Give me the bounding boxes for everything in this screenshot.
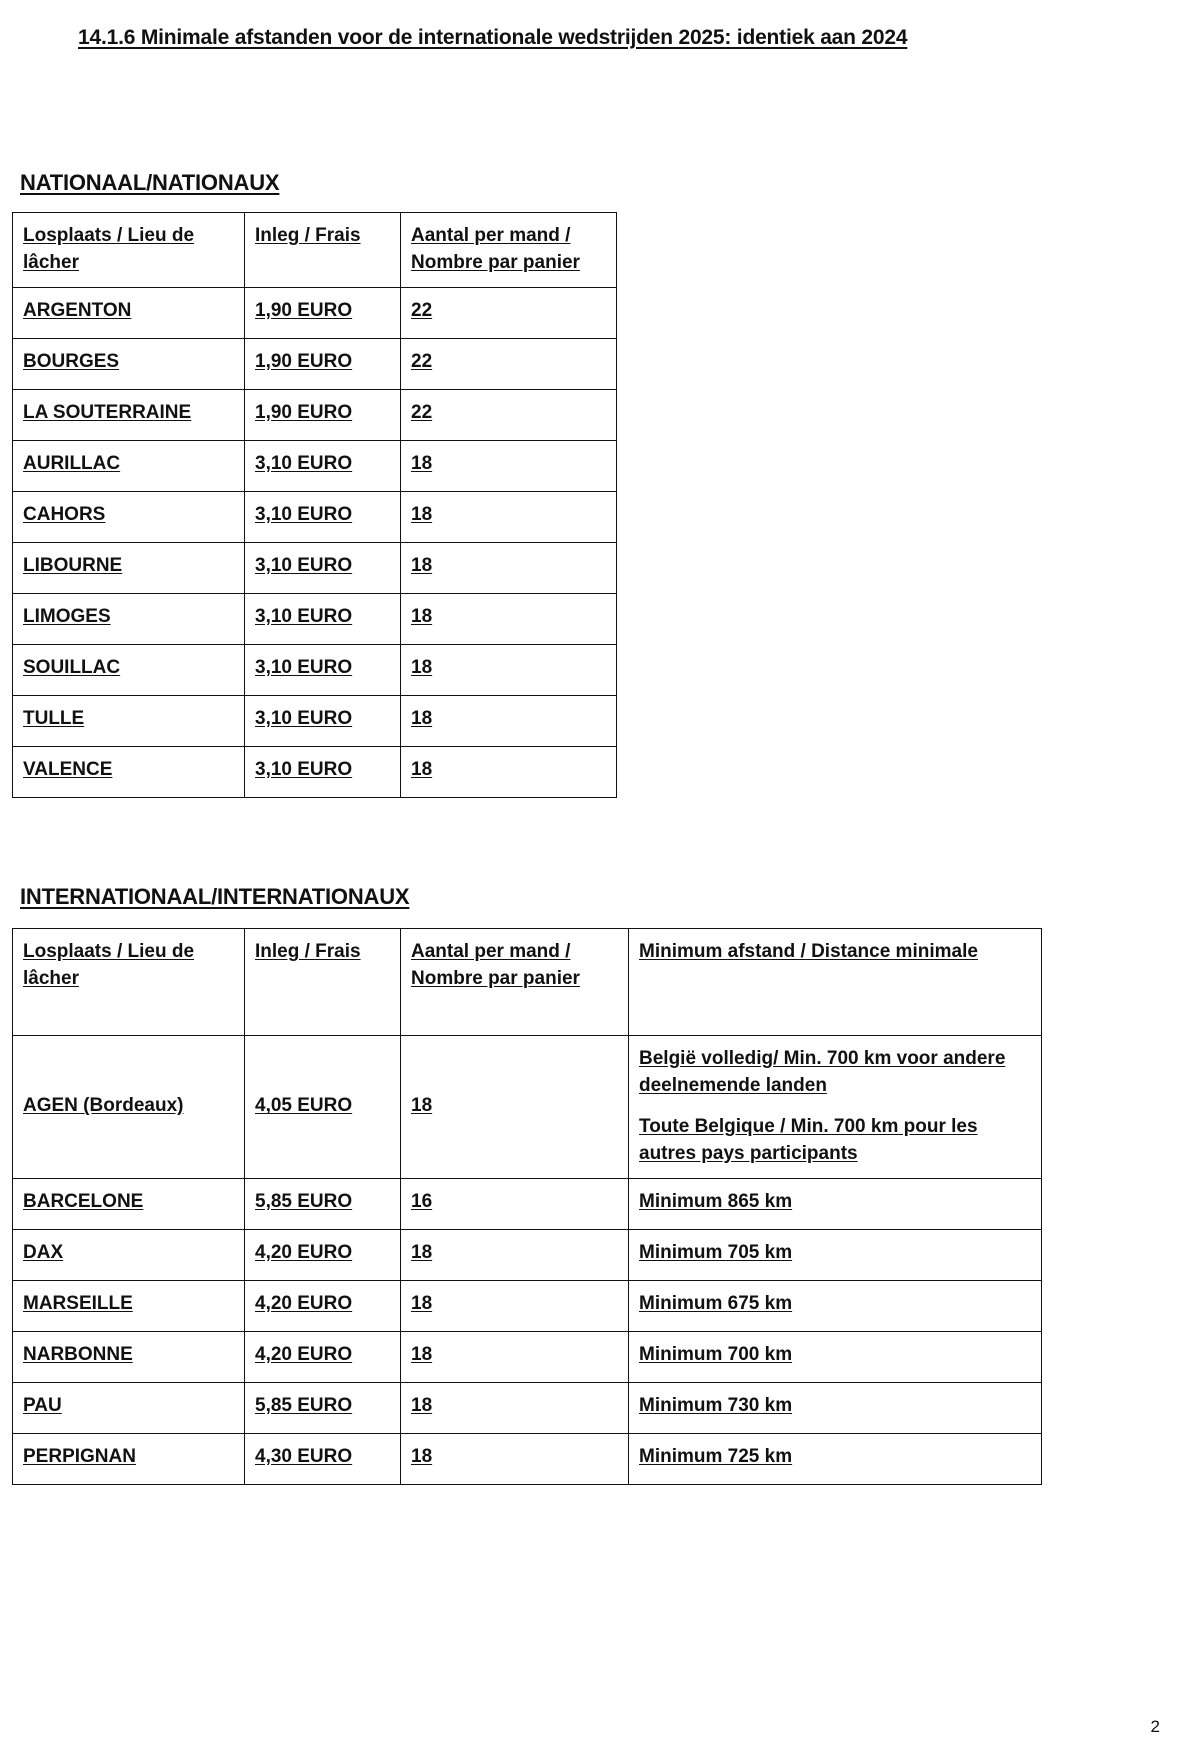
column-header-per-basket: Aantal per mand / Nombre par panier (401, 213, 617, 288)
cell-place: NARBONNE (13, 1331, 245, 1382)
cell-place: BOURGES (13, 338, 245, 389)
section-heading-national: NATIONAAL/NATIONAUX (20, 170, 280, 195)
international-table-body (13, 1036, 1042, 1485)
cell-place: AGEN (Bordeaux) (13, 1036, 245, 1179)
table-header-row (13, 929, 1042, 1036)
cell-per-basket: 18 (401, 1036, 629, 1179)
cell-per-basket: 18 (401, 644, 617, 695)
cell-min-distance (629, 1036, 1042, 1179)
cell-min-distance: Minimum 705 km (629, 1229, 1042, 1280)
cell-per-basket: 18 (401, 491, 617, 542)
cell-fee: 4,05 EURO (245, 1036, 401, 1179)
table-row (13, 1178, 1042, 1229)
national-table-body (13, 287, 617, 797)
cell-place: ARGENTON (13, 287, 245, 338)
international-table (12, 928, 1042, 1485)
cell-place: BARCELONE (13, 1178, 245, 1229)
cell-fee: 3,10 EURO (245, 746, 401, 797)
table-row (13, 644, 617, 695)
table-row (13, 1433, 1042, 1484)
table-row (13, 746, 617, 797)
cell-per-basket: 18 (401, 746, 617, 797)
cell-fee: 4,30 EURO (245, 1433, 401, 1484)
cell-place: LIBOURNE (13, 542, 245, 593)
cell-fee: 3,10 EURO (245, 644, 401, 695)
table-header-row (13, 213, 617, 288)
agen-note-spacer (639, 1100, 1033, 1114)
cell-per-basket: 22 (401, 287, 617, 338)
cell-per-basket: 22 (401, 338, 617, 389)
cell-place: LA SOUTERRAINE (13, 389, 245, 440)
cell-min-distance: Minimum 730 km (629, 1382, 1042, 1433)
cell-fee: 3,10 EURO (245, 440, 401, 491)
cell-min-distance: Minimum 725 km (629, 1433, 1042, 1484)
cell-fee: 5,85 EURO (245, 1178, 401, 1229)
section-heading-international: INTERNATIONAAL/INTERNATIONAUX (20, 884, 410, 909)
cell-place: CAHORS (13, 491, 245, 542)
cell-fee: 1,90 EURO (245, 287, 401, 338)
cell-per-basket: 18 (401, 1331, 629, 1382)
cell-place: AURILLAC (13, 440, 245, 491)
table-row-agen (13, 1036, 1042, 1179)
cell-per-basket: 16 (401, 1178, 629, 1229)
page-title: 14.1.6 Minimale afstanden voor de internationale wedstrijden 2025: identiek aan 2024 (78, 26, 908, 49)
cell-place: TULLE (13, 695, 245, 746)
agen-note-fr: Toute Belgique / Min. 700 km pour les autres pays participants (639, 1115, 978, 1164)
page-number: 2 (1150, 1717, 1160, 1736)
table-row (13, 593, 617, 644)
cell-place: VALENCE (13, 746, 245, 797)
table-row (13, 440, 617, 491)
cell-fee: 1,90 EURO (245, 389, 401, 440)
column-header-place: Losplaats / Lieu de lâcher (13, 929, 245, 1036)
national-table (12, 212, 617, 798)
cell-min-distance: Minimum 675 km (629, 1280, 1042, 1331)
cell-per-basket: 18 (401, 695, 617, 746)
cell-per-basket: 18 (401, 593, 617, 644)
cell-fee: 3,10 EURO (245, 593, 401, 644)
cell-fee: 5,85 EURO (245, 1382, 401, 1433)
cell-min-distance: Minimum 700 km (629, 1331, 1042, 1382)
cell-fee: 4,20 EURO (245, 1229, 401, 1280)
cell-min-distance: Minimum 865 km (629, 1178, 1042, 1229)
cell-place: PAU (13, 1382, 245, 1433)
table-row (13, 542, 617, 593)
table-row (13, 1229, 1042, 1280)
cell-place: PERPIGNAN (13, 1433, 245, 1484)
table-row (13, 1280, 1042, 1331)
table-row (13, 389, 617, 440)
cell-place: DAX (13, 1229, 245, 1280)
cell-place: SOUILLAC (13, 644, 245, 695)
table-row (13, 1382, 1042, 1433)
table-row (13, 287, 617, 338)
table-row (13, 1331, 1042, 1382)
cell-fee: 1,90 EURO (245, 338, 401, 389)
table-row (13, 491, 617, 542)
column-header-min-distance: Minimum afstand / Distance minimale (629, 929, 1042, 1036)
column-header-place: Losplaats / Lieu de lâcher (13, 213, 245, 288)
cell-fee: 4,20 EURO (245, 1331, 401, 1382)
cell-fee: 3,10 EURO (245, 695, 401, 746)
column-header-fee: Inleg / Frais (245, 929, 401, 1036)
cell-fee: 3,10 EURO (245, 491, 401, 542)
cell-place: LIMOGES (13, 593, 245, 644)
cell-per-basket: 18 (401, 1382, 629, 1433)
column-header-per-basket: Aantal per mand / Nombre par panier (401, 929, 629, 1036)
column-header-fee: Inleg / Frais (245, 213, 401, 288)
cell-per-basket: 18 (401, 542, 617, 593)
cell-fee: 4,20 EURO (245, 1280, 401, 1331)
cell-per-basket: 18 (401, 1280, 629, 1331)
cell-per-basket: 18 (401, 1433, 629, 1484)
agen-note-nl: België volledig/ Min. 700 km voor andere deelnemende landen (639, 1048, 1006, 1096)
table-row (13, 338, 617, 389)
cell-fee: 3,10 EURO (245, 542, 401, 593)
cell-per-basket: 18 (401, 1229, 629, 1280)
cell-per-basket: 22 (401, 389, 617, 440)
cell-per-basket: 18 (401, 440, 617, 491)
cell-place: MARSEILLE (13, 1280, 245, 1331)
table-row (13, 695, 617, 746)
